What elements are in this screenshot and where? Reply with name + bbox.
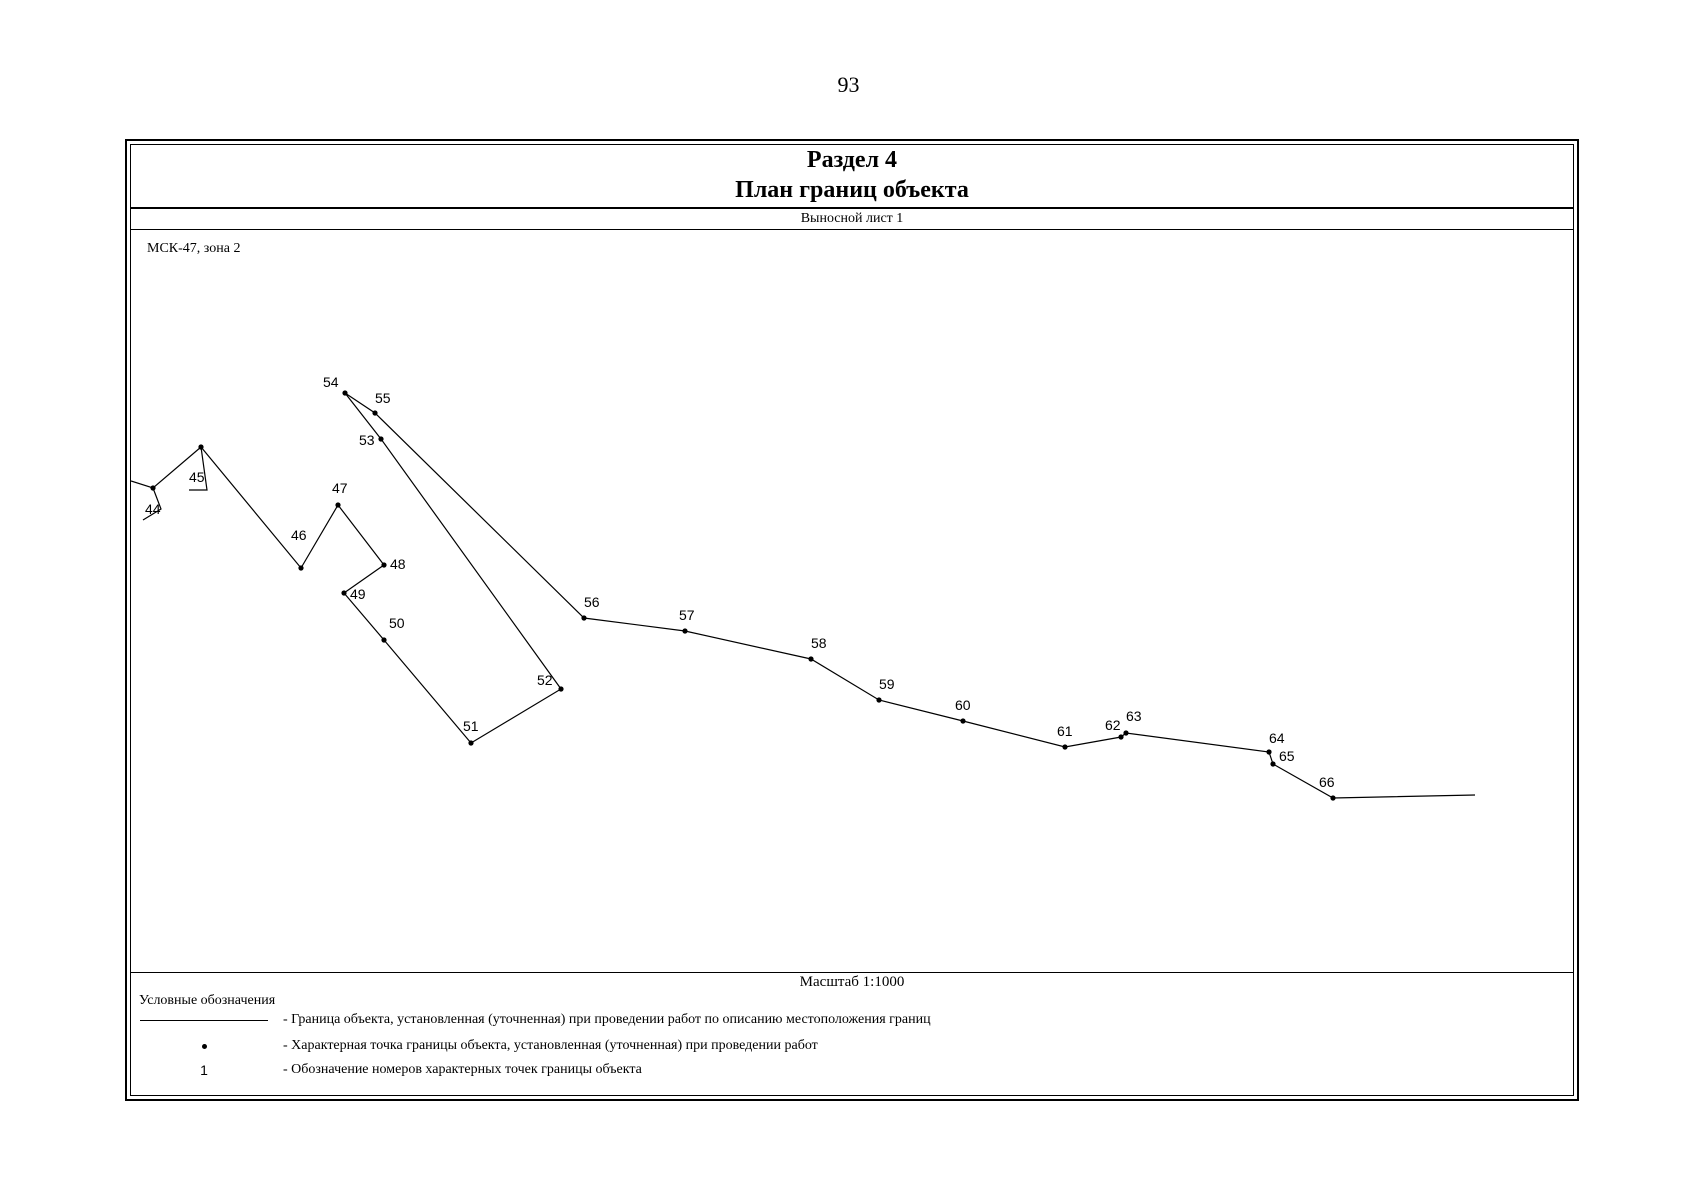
line-icon	[139, 1011, 269, 1029]
boundary-point-46	[298, 565, 303, 570]
boundary-point-57	[682, 628, 687, 633]
legend-title: Условные обозначения	[139, 993, 276, 1008]
point-label-65: 65	[1279, 748, 1295, 764]
plan-inner-frame	[130, 144, 1574, 1096]
boundary-point-63	[1123, 730, 1128, 735]
boundary-point-59	[876, 697, 881, 702]
legend-number-sample: 1	[200, 1062, 208, 1078]
legend-text-boundary: - Граница объекта, установленная (уточненная) при проведении работ по описанию местоположения границ	[283, 1012, 931, 1027]
boundary-plan-map	[131, 145, 1577, 971]
boundary-point-47	[335, 502, 340, 507]
number-icon	[139, 1061, 269, 1079]
point-label-57: 57	[679, 607, 695, 623]
boundary-point-62	[1118, 734, 1123, 739]
section-title: Раздел 4	[806, 147, 898, 173]
boundary-point-49	[341, 590, 346, 595]
legend-item-number	[139, 1061, 642, 1079]
point-label-49: 49	[350, 586, 366, 602]
point-label-50: 50	[389, 615, 405, 631]
point-label-63: 63	[1126, 708, 1142, 724]
legend-text-point: - Характерная точка границы объекта, установленная (уточненная) при проведении работ	[283, 1038, 818, 1053]
boundary-point-labels	[145, 374, 1335, 790]
legend-text-number: - Обозначение номеров характерных точек границы объекта	[283, 1062, 642, 1077]
point-label-51: 51	[463, 718, 479, 734]
boundary-point-65	[1270, 761, 1275, 766]
boundary-point-53	[378, 436, 383, 441]
boundary-point-44	[150, 485, 155, 490]
point-label-66: 66	[1319, 774, 1335, 790]
point-label-53: 53	[359, 432, 375, 448]
point-label-52: 52	[537, 672, 553, 688]
coordinate-system-label: МСК-47, зона 2	[147, 241, 241, 256]
legend-item-boundary	[139, 1011, 931, 1029]
page-number: 93	[837, 72, 860, 97]
legend-item-point	[139, 1037, 818, 1055]
boundary-point-60	[960, 718, 965, 723]
boundary-point-54	[342, 390, 347, 395]
point-label-59: 59	[879, 676, 895, 692]
point-label-56: 56	[584, 594, 600, 610]
boundary-point-61	[1062, 744, 1067, 749]
boundary-point-52	[558, 686, 563, 691]
point-label-54: 54	[323, 374, 339, 390]
boundary-point-50	[381, 637, 386, 642]
boundary-points	[150, 390, 1335, 800]
point-label-64: 64	[1269, 730, 1285, 746]
scale-label: Масштаб 1:1000	[799, 974, 905, 990]
sheet-label: Выносной лист 1	[131, 209, 1573, 230]
point-label-55: 55	[375, 390, 391, 406]
point-label-45: 45	[189, 469, 205, 485]
boundary-point-45	[198, 444, 203, 449]
point-label-58: 58	[811, 635, 827, 651]
dot-icon	[139, 1037, 269, 1055]
boundary-point-48	[381, 562, 386, 567]
scale-divider	[131, 972, 1573, 973]
point-label-61: 61	[1057, 723, 1073, 739]
boundary-point-51	[468, 740, 473, 745]
boundary-point-66	[1330, 795, 1335, 800]
point-label-47: 47	[332, 480, 348, 496]
point-label-44: 44	[145, 501, 161, 517]
boundary-point-56	[581, 615, 586, 620]
point-label-62: 62	[1105, 717, 1121, 733]
boundary-point-55	[372, 410, 377, 415]
plan-frame	[125, 139, 1579, 1101]
point-label-60: 60	[955, 697, 971, 713]
boundary-point-58	[808, 656, 813, 661]
point-label-46: 46	[291, 527, 307, 543]
plan-title: План границ объекта	[735, 177, 969, 203]
point-label-48: 48	[390, 556, 406, 572]
boundary-point-64	[1266, 749, 1271, 754]
